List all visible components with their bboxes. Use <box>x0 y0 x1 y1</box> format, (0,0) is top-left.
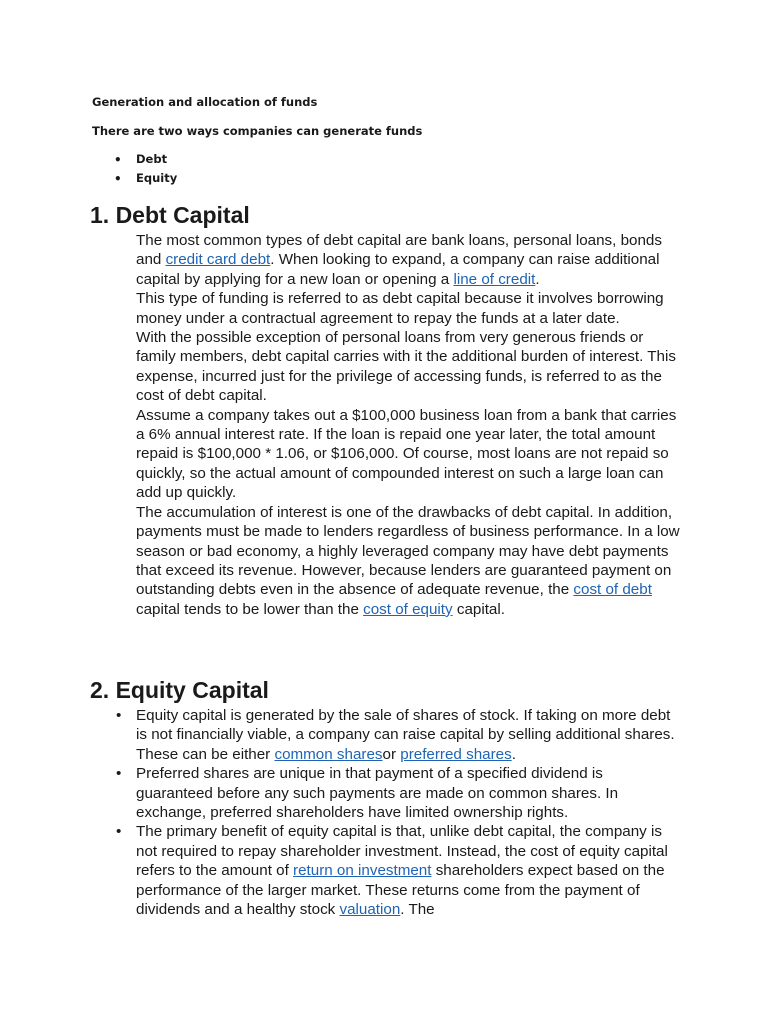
doc-title: Generation and allocation of funds <box>92 95 318 109</box>
doc-subtitle: There are two ways companies can generate funds <box>92 124 423 138</box>
line-of-credit-link[interactable]: line of credit <box>453 270 536 288</box>
credit-card-debt-link[interactable]: credit card debt <box>165 251 271 269</box>
return-on-investment-link[interactable]: return on investment <box>293 862 432 880</box>
equity-capital-list <box>116 706 681 919</box>
debt-capital-heading: 1. Debt Capital <box>90 202 250 228</box>
debt-paragraph-5: The accumulation of interest is one of the drawbacks of debt capital. In addition, payments must be made to lenders regardless of business performance. In a low season or bad economy, a highly leveraged company may have debt payments that exceed its revenue. However, because lenders are guaranteed payment on outstanding debts even in the absence of adequate revenue, the cost of debt capital tends to be lower than the cost of equity capital. <box>136 503 680 618</box>
debt-paragraph-4: Assume a company takes out a $100,000 business loan from a bank that carries a 6% annual interest rate. If the loan is repaid one year later, the total amount repaid is $100,000 * 1.06, or $106,000. Of course, most loans are not repaid so quickly, so the actual amount of compounded interest on such a large loan can add up quickly. <box>136 406 677 502</box>
debt-paragraph-3: With the possible exception of personal loans from very generous friends or family members, debt capital carries with it the additional burden of interest. This expense, incurred just for the privilege of accessing funds, is referred to as the cost of debt capital. <box>136 329 676 405</box>
list-item: • The primary benefit of equity capital is that, unlike debt capital, the company is not required to repay shareholder investment. Instead, the cost of equity capital refers to the amount of return on investment shareholders expect based on the performance of the larger market. These returns come from the payment of dividends and a healthy stock valuation. The <box>116 823 668 919</box>
common-shares-link[interactable]: common shares <box>274 745 383 763</box>
list-item: • Equity <box>114 171 178 186</box>
cost-of-debt-link[interactable]: cost of debt <box>573 581 652 599</box>
bullet-icon: • <box>114 172 122 186</box>
funding-types-list <box>92 152 177 190</box>
preferred-shares-link[interactable]: preferred shares <box>400 745 512 763</box>
cost-of-equity-link[interactable]: cost of equity <box>363 600 453 618</box>
bullet-icon: • <box>114 153 122 167</box>
bullet-icon: • <box>116 765 122 783</box>
bullet-icon: • <box>116 707 122 724</box>
debt-paragraph-2: This type of funding is referred to as debt capital because it involves borrowing money under a contractual agreement to repay the funds at a later date. <box>136 290 664 327</box>
equity-capital-heading: 2. Equity Capital <box>90 677 269 703</box>
bullet-icon: • <box>116 823 122 841</box>
list-item: • Preferred shares are unique in that payment of a specified dividend is guaranteed before any such payments are made on common shares. In exchange, preferred shareholders have limited ownership rights. <box>116 765 619 822</box>
debt-capital-section <box>136 231 681 619</box>
valuation-link[interactable]: valuation <box>339 901 401 919</box>
debt-paragraph-1: The most common types of debt capital are bank loans, personal loans, bonds and credit card debt. When looking to expand, a company can raise additional capital by applying for a new loan or opening a line of credit. <box>136 232 662 288</box>
list-item: • Equity capital is generated by the sale of shares of stock. If taking on more debt is not financially viable, a company can raise capital by selling additional shares. These can be either common sharesor preferred shares. <box>116 707 675 763</box>
list-item: • Debt <box>114 152 168 167</box>
